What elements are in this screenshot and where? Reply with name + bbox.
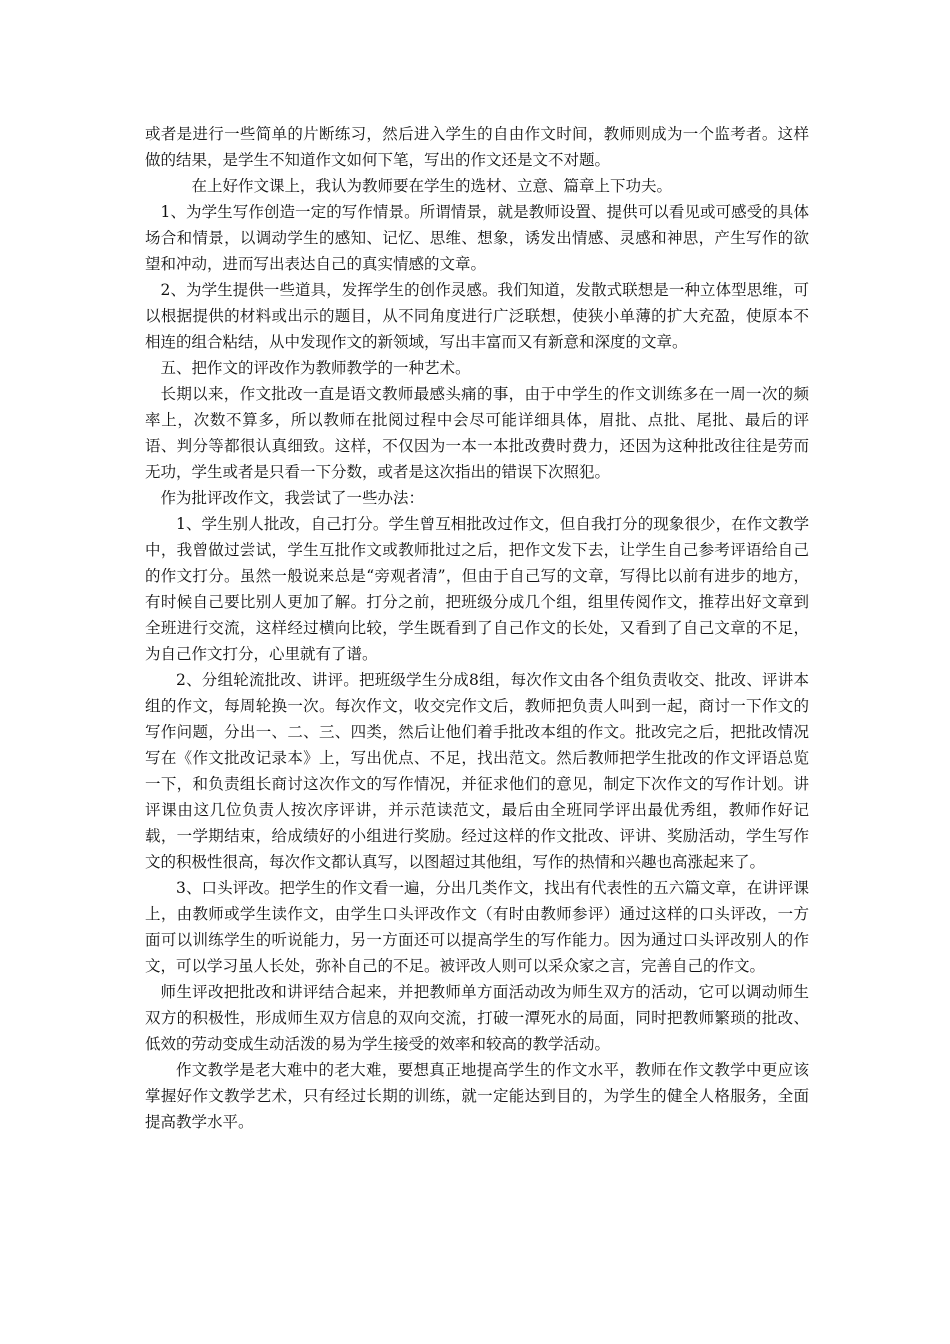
paragraph-summary: 师生评改把批改和讲评结合起来，并把教师单方面活动改为师生双方的活动，它可以调动师生双方的积极性，形成师生双方信息的双向交流，打破一潭死水的局面，同时把教师繁琐的批改、低效的劳动变成生动活泼的易为学生接受的效率和较高的教学活动。 <box>145 983 809 1053</box>
paragraph-methods-intro: 作为批评改作文，我尝试了一些办法： <box>160 489 425 507</box>
paragraph-intro: 在上好作文课上，我认为教师要在学生的选材、立意、篇章上下功夫。 <box>191 177 673 195</box>
paragraph-point-1: 1、为学生写作创造一定的写作情景。所谓情景，就是教师设置、提供可以看见或可感受的具体场合和情景，以调动学生的感知、记忆、思维、想象，诱发出情感、灵感和神思，产生写作的欲望和冲动，进而写出表达自己的真实情感的文章。 <box>145 203 809 273</box>
paragraph-continuation: 或者是进行一些简单的片断练习，然后进入学生的自由作文时间，教师则成为一个监考者。这样做的结果，是学生不知道作文如何下笔，写出的作文还是文不对题。 <box>145 125 809 169</box>
document-body <box>145 121 809 1135</box>
paragraph-method-1: 1、学生别人批改，自己打分。学生曾互相批改过作文，但自我打分的现象很少，在作文教学中，我曾做过尝试，学生互批作文或教师批过之后，把作文发下去，让学生自己参考评语给自己的作文打分。虽然一般说来总是“旁观者清”，但由于自己写的文章，写得比以前有进步的地方，有时候自己要比别人更加了解。打分之前，把班级分成几个组，组里传阅作文，推荐出好文章到全班进行交流，这样经过横向比较，学生既看到了自己作文的长处，又看到了自己文章的不足，为自己作文打分，心里就有了谱。 <box>145 515 809 663</box>
paragraph-method-3: 3、口头评改。把学生的作文看一遍，分出几类作文，找出有代表性的五六篇文章，在讲评课上，由教师或学生读作文，由学生口头评改作文（有时由教师参评）通过这样的口头评改，一方面可以训练学生的听说能力，另一方面还可以提高学生的写作能力。因为通过口头评改别人的作文，可以学习虽人长处，弥补自己的不足。被评改人则可以采众家之言，完善自己的作文。 <box>145 879 809 975</box>
paragraph-point-2: 2、为学生提供一些道具，发挥学生的创作灵感。我们知道，发散式联想是一种立体型思维，可以根据提供的材料或出示的题目，从不同角度进行广泛联想，使狭小单薄的扩大充盈，使原本不相连的组合粘结，从中发现作文的新领域，写出丰富而又有新意和深度的文章。 <box>145 281 809 351</box>
paragraph-method-2: 2、分组轮流批改、讲评。把班级学生分成8组，每次作文由各个组负责收交、批改、评讲本组的作文，每周轮换一次。每次作文，收交完作文后，教师把负责人叫到一起，商讨一下作文的写作问题，分出一、二、三、四类，然后让他们着手批改本组的作文。批改完之后，把批改情况写在《作文批改记录本》上，写出优点、不足，找出范文。然后教师把学生批改的作文评语总览一下，和负责组长商讨这次作文的写作情况，并征求他们的意见，制定下次作文的写作计划。讲评课由这几位负责人按次序评讲，并示范读范文，最后由全班同学评出最优秀组，教师作好记载，一学期结束，给成绩好的小组进行奖励。经过这样的作文批改、评讲、奖励活动，学生写作文的积极性很高，每次作文都认真写，以图超过其他组，写作的热情和兴趣也高涨起来了。 <box>145 671 809 871</box>
paragraph-background: 长期以来，作文批改一直是语文教师最感头痛的事，由于中学生的作文训练多在一周一次的频率上，次数不算多，所以教师在批阅过程中会尽可能详细具体，眉批、点批、尾批、最后的评语、判分等都很认真细致。这样，不仅因为一本一本批改费时费力，还因为这种批改往往是劳而无功，学生或者是只看一下分数，或者是这次指出的错误下次照犯。 <box>145 385 809 481</box>
paragraph-conclusion: 作文教学是老大难中的老大难，要想真正地提高学生的作文水平，教师在作文教学中更应该掌握好作文教学艺术，只有经过长期的训练，就一定能达到目的，为学生的健全人格服务，全面提高教学水平。 <box>145 1061 809 1131</box>
section-heading-five: 五、把作文的评改作为教师教学的一种艺术。 <box>160 359 471 377</box>
